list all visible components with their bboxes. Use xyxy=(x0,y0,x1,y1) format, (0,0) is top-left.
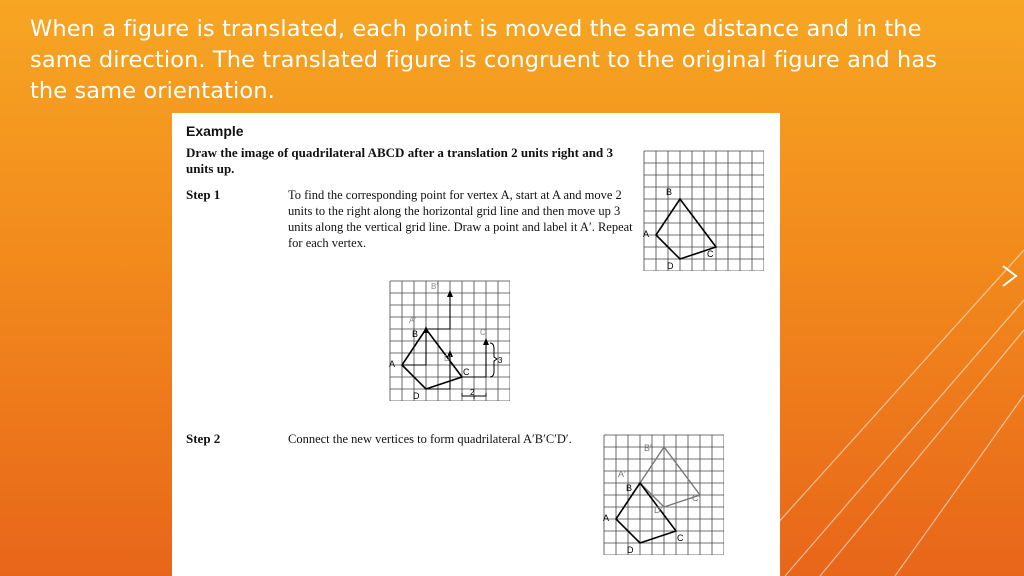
label-b: B xyxy=(666,187,673,197)
quad-abcd-step1 xyxy=(402,329,462,389)
label-c: C xyxy=(677,533,684,543)
intro-text: When a figure is translated, each point is moved the same distance and in the same direction. The translated figure is congruent to the original figure and has the same orientation. xyxy=(30,16,938,104)
step1-label: Step 1 xyxy=(186,187,221,202)
label-d: D xyxy=(627,545,634,555)
label-c-prime: C′ xyxy=(480,328,488,337)
step2-label: Step 2 xyxy=(186,431,221,446)
label-b: B xyxy=(412,329,419,339)
grid-original xyxy=(640,147,764,271)
label-d: D xyxy=(667,261,674,271)
step1-text: To find the corresponding point for vertex A, start at A and move 2 units to the right along the horizontal grid line and then move up 3 units along the vertical grid line. Draw a point and label it A′. Repeat for each vertex. xyxy=(288,188,633,250)
example-panel xyxy=(172,113,780,576)
label-d: D xyxy=(413,391,420,401)
quad-abcd-final xyxy=(616,483,676,543)
label-d-prime: D′ xyxy=(654,505,663,515)
step2-text: Connect the new vertices to form quadrilateral A′B′C′D′. xyxy=(288,432,572,446)
grid-construction xyxy=(386,277,510,401)
label-b-prime: B′ xyxy=(644,443,652,453)
label-c: C xyxy=(463,367,470,377)
quad-abcd-prime xyxy=(640,447,700,507)
label-up-count: 3 xyxy=(498,356,503,365)
label-c-prime: C′ xyxy=(692,493,701,503)
example-prompt: Draw the image of quadrilateral ABCD after a translation 2 units right and 3 units up. xyxy=(186,145,613,176)
example-heading: Example xyxy=(186,123,244,139)
label-a: A xyxy=(603,513,610,523)
label-c: C xyxy=(707,249,714,259)
label-b-prime: B′ xyxy=(431,282,438,291)
label-a-prime: A′ xyxy=(409,316,416,325)
label-b: B xyxy=(626,483,633,493)
label-a: A xyxy=(643,229,650,239)
grid-final xyxy=(600,431,724,555)
label-a-prime: A′ xyxy=(618,469,626,479)
chevron-right-icon xyxy=(1003,266,1016,286)
label-a: A xyxy=(389,359,396,369)
label-d-prime: D′ xyxy=(444,354,452,363)
label-right-count: 2 xyxy=(470,388,475,397)
